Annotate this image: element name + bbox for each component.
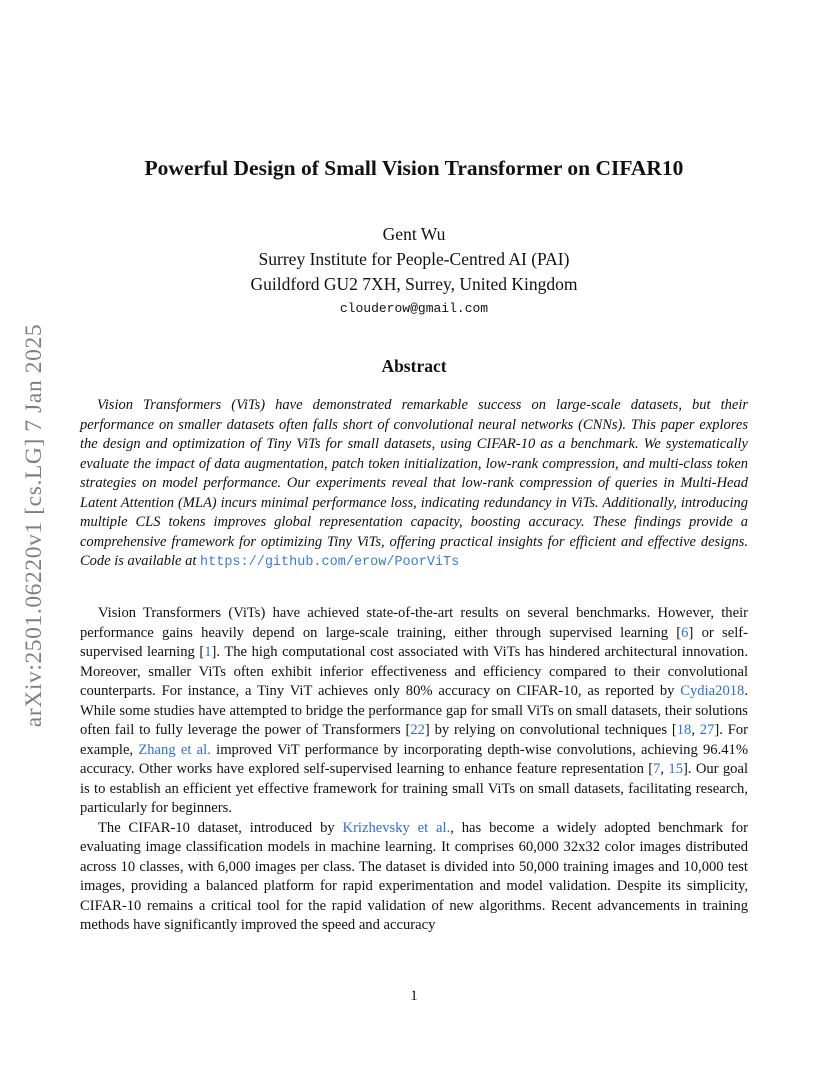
text-run: ]. The high computational cost associated with ViTs has hindered architectural innovation. Moreover, smaller ViTs often exhibit inferior effectiveness and efficiency compared to their convolutional counterparts. For instance, a Tiny ViT achieves only 80% accuracy on CIFAR-10, as reported by [80,644,749,699]
intro-paragraph-1 [80,604,748,819]
text-run: , [691,722,700,738]
citation-link[interactable]: 6 [681,624,689,641]
author-address: Guildford GU2 7XH, Surrey, United Kingdom [250,274,578,294]
text-run: , [660,761,669,777]
citation-link[interactable]: 7 [653,761,661,777]
text-run: Vision Transformers (ViTs) have achieved state-of-the-art results on several benchmarks. However, their performance gains heavily depend on large-scale training, either through supervised learning [ [80,605,748,641]
text-run: The CIFAR-10 dataset, introduced by [98,819,343,836]
author-email: clouderow@gmail.com [339,301,489,316]
author-block [0,222,828,316]
abstract-text: Vision Transformers (ViTs) have demonstrated remarkable success on large-scale datasets, but their performance on smaller datasets often falls short of convolutional neural networks (CNNs). This paper explores the design and optimization of Tiny ViTs for small datasets, using CIFAR-10 as a benchmark. We systematically evaluate the impact of data augmentation, patch token initialization, low-rank compression, and multi-class token strategies on model performance. Our experiments reveal that low-rank compression of queries in Multi-Head Latent Attention (MLA) incurs minimal performance loss, indicating redundancy in ViTs. Additionally, introducing multiple CLS tokens improves global representation capacity, boosting accuracy. These findings provide a comprehensive framework for optimizing Tiny ViTs, offering practical insights for efficient and effective designs. Code is available at [80,397,748,569]
arxiv-identifier-text: arXiv:2501.06220v1 [cs.LG] 7 Jan 2025 [21,323,48,727]
code-url-link[interactable]: https://github.com/erow/PoorViTs [200,555,460,570]
text-run: . While some studies have attempted to bridge the performance gap for small ViTs on small datasets, their solutions often fail to fully leverage the power of Transformers [ [80,683,748,738]
citation-link[interactable]: 27 [699,722,715,738]
citation-link[interactable]: 18 [676,722,692,738]
citation-link[interactable]: Krizhevsky et al. [342,819,451,836]
text-run: ] or self-supervised learning [ [80,624,748,660]
text-run: ]. For example, [80,722,748,758]
author-name: Gent Wu [382,224,446,244]
introduction-body [80,604,748,936]
page-number: 1 [410,988,418,1004]
citation-link[interactable]: Cydia2018 [680,683,745,699]
intro-paragraph-2 [80,819,748,936]
citation-link[interactable]: 1 [204,644,212,660]
abstract-body [80,396,748,573]
citation-link[interactable]: 22 [410,722,425,738]
text-run: improved ViT performance by incorporating depth-wise convolutions, achieving 96.41% accuracy. Other works have explored self-supervised learning to enhance feature representation [ [80,741,748,777]
citation-link[interactable]: 15 [668,761,683,777]
paper-title: Powerful Design of Small Vision Transformer on CIFAR10 [144,156,684,180]
citation-link[interactable]: Zhang et al. [138,741,211,758]
author-affiliation: Surrey Institute for People-Centred AI (PAI) [258,249,570,269]
text-run: , has become a widely adopted benchmark for evaluating image classification models in machine learning. It comprises 60,000 32x32 color images distributed across 10 classes, with 6,000 images per class. The dataset is divided into 50,000 training images and 10,000 test images, providing a balanced platform for rapid experimentation and model validation. Despite its simplicity, CIFAR-10 remains a critical tool for the rapid validation of new algorithms. Recent advancements in training methods have significantly improved the speed and accuracy [80,819,749,933]
text-run: ]. Our goal is to establish an efficient yet effective framework for training small ViTs on small datasets, facilitating research, particularly for beginners. [80,761,749,816]
text-run: ] by relying on convolutional techniques [ [424,722,677,738]
abstract-heading: Abstract [381,356,447,376]
